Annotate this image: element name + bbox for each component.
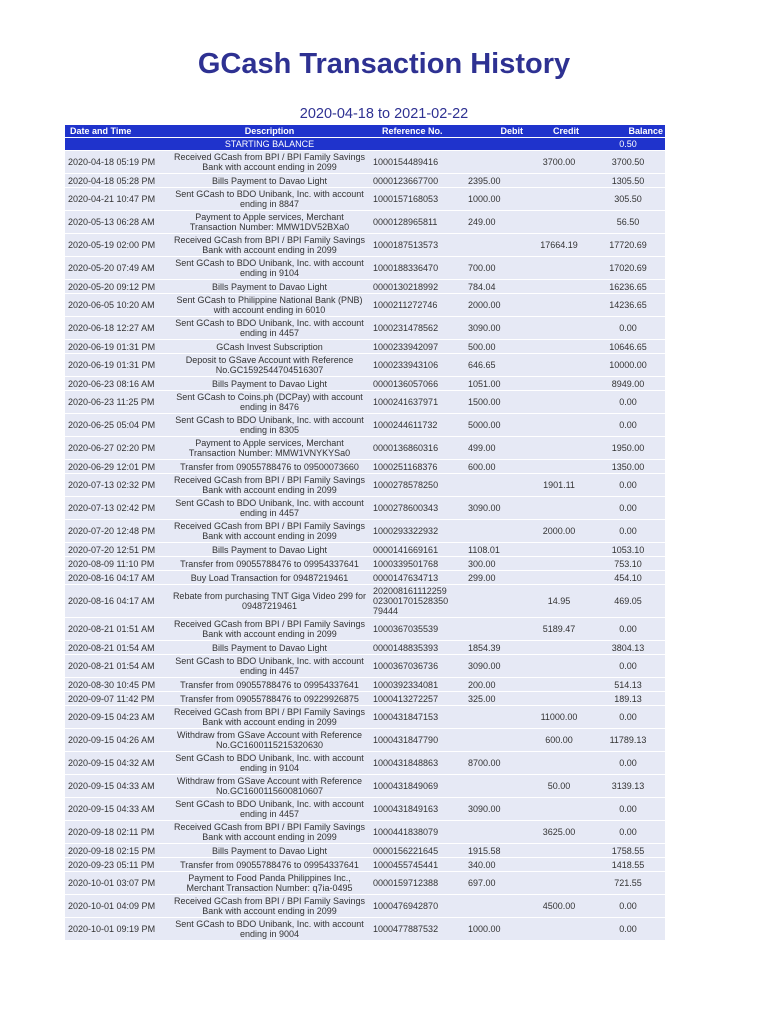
cell-reference: 1000339501768 xyxy=(370,557,465,570)
cell-debit: 340.00 xyxy=(465,858,527,871)
table-row xyxy=(65,557,665,570)
column-header-debit: Debit xyxy=(465,125,527,137)
cell-description: Bills Payment to Davao Light xyxy=(169,844,370,857)
cell-debit: 700.00 xyxy=(465,257,527,279)
cell-balance: 469.05 xyxy=(591,585,665,617)
cell-credit: 5189.47 xyxy=(527,618,591,640)
cell-credit xyxy=(527,497,591,519)
cell-reference: 1000367035539 xyxy=(370,618,465,640)
cell-debit: 2000.00 xyxy=(465,294,527,316)
cell-description: Withdraw from GSave Account with Reference No.GC1600115600810607 xyxy=(169,775,370,797)
cell-date: 2020-07-13 02:42 PM xyxy=(65,497,169,519)
cell-balance: 0.00 xyxy=(591,918,665,940)
cell-reference: 0000156221645 xyxy=(370,844,465,857)
cell-date: 2020-05-20 07:49 AM xyxy=(65,257,169,279)
cell-credit: 17664.19 xyxy=(527,234,591,256)
cell-credit xyxy=(527,280,591,293)
cell-description: Sent GCash to BDO Unibank, Inc. with account ending in 4457 xyxy=(169,798,370,820)
cell-reference: 1000154489416 xyxy=(370,151,465,173)
cell-date: 2020-10-01 09:19 PM xyxy=(65,918,169,940)
table-row xyxy=(65,340,665,353)
cell-credit xyxy=(527,174,591,187)
cell-date: 2020-09-18 02:15 PM xyxy=(65,844,169,857)
cell-debit xyxy=(465,151,527,173)
cell-description: Received GCash from BPI / BPI Family Savings Bank with account ending in 2099 xyxy=(169,151,370,173)
cell-debit: 1854.39 xyxy=(465,641,527,654)
table-row xyxy=(65,543,665,556)
cell-balance: 0.00 xyxy=(591,798,665,820)
cell-debit: 646.65 xyxy=(465,354,527,376)
table-row xyxy=(65,655,665,677)
cell-description: Transfer from 09055788476 to 09229926875 xyxy=(169,692,370,705)
table-row xyxy=(65,474,665,496)
cell-debit: 3090.00 xyxy=(465,655,527,677)
cell-reference: 0000128965811 xyxy=(370,211,465,233)
transaction-table xyxy=(65,124,665,941)
table-row xyxy=(65,918,665,940)
cell-reference: 1000231478562 xyxy=(370,317,465,339)
table-row xyxy=(65,354,665,376)
cell-description: Received GCash from BPI / BPI Family Savings Bank with account ending in 2099 xyxy=(169,706,370,728)
cell-date: 2020-04-18 05:19 PM xyxy=(65,151,169,173)
table-row xyxy=(65,497,665,519)
cell-description: Withdraw from GSave Account with Reference No.GC1600115215320630 xyxy=(169,729,370,751)
cell-credit xyxy=(527,354,591,376)
cell-description: Transfer from 09055788476 to 09954337641 xyxy=(169,557,370,570)
table-row xyxy=(65,151,665,173)
cell-description: Bills Payment to Davao Light xyxy=(169,641,370,654)
cell-reference: 0000159712388 xyxy=(370,872,465,894)
cell-credit: 600.00 xyxy=(527,729,591,751)
column-header-description: Description xyxy=(169,125,370,137)
cell-debit xyxy=(465,821,527,843)
cell-balance: 0.00 xyxy=(591,474,665,496)
cell-description: Bills Payment to Davao Light xyxy=(169,543,370,556)
cell-debit: 2395.00 xyxy=(465,174,527,187)
cell-reference: 0000141669161 xyxy=(370,543,465,556)
cell-date: 2020-08-16 04:17 AM xyxy=(65,571,169,584)
table-row xyxy=(65,257,665,279)
cell-description: Sent GCash to BDO Unibank, Inc. with account ending in 4457 xyxy=(169,497,370,519)
cell-reference: 1000431847790 xyxy=(370,729,465,751)
column-header-date: Date and Time xyxy=(65,125,169,137)
table-row xyxy=(65,377,665,390)
cell-date: 2020-05-19 02:00 PM xyxy=(65,234,169,256)
cell-description: Received GCash from BPI / BPI Family Savings Bank with account ending in 2099 xyxy=(169,234,370,256)
cell-debit: 1000.00 xyxy=(465,188,527,210)
cell-credit: 3625.00 xyxy=(527,821,591,843)
cell-description: Bills Payment to Davao Light xyxy=(169,174,370,187)
cell-balance: 3804.13 xyxy=(591,641,665,654)
starting-balance-value: 0.50 xyxy=(591,138,665,150)
cell-credit xyxy=(527,211,591,233)
cell-debit xyxy=(465,706,527,728)
cell-reference: 1000233943106 xyxy=(370,354,465,376)
cell-debit xyxy=(465,585,527,617)
cell-balance: 1305.50 xyxy=(591,174,665,187)
cell-balance: 454.10 xyxy=(591,571,665,584)
cell-reference: 0000136057066 xyxy=(370,377,465,390)
cell-reference: 1000431847153 xyxy=(370,706,465,728)
cell-date: 2020-06-05 10:20 AM xyxy=(65,294,169,316)
cell-date: 2020-08-16 04:17 AM xyxy=(65,585,169,617)
cell-description: Transfer from 09055788476 to 09954337641 xyxy=(169,858,370,871)
cell-reference: 1000455745441 xyxy=(370,858,465,871)
cell-description: Received GCash from BPI / BPI Family Savings Bank with account ending in 2099 xyxy=(169,895,370,917)
cell-description: Bills Payment to Davao Light xyxy=(169,280,370,293)
table-row xyxy=(65,460,665,473)
cell-balance: 10646.65 xyxy=(591,340,665,353)
cell-credit xyxy=(527,317,591,339)
cell-debit: 3090.00 xyxy=(465,317,527,339)
table-row xyxy=(65,520,665,542)
cell-date: 2020-09-15 04:23 AM xyxy=(65,706,169,728)
table-row xyxy=(65,391,665,413)
cell-credit xyxy=(527,752,591,774)
cell-balance: 1053.10 xyxy=(591,543,665,556)
table-row xyxy=(65,641,665,654)
cell-description: Received GCash from BPI / BPI Family Savings Bank with account ending in 2099 xyxy=(169,520,370,542)
cell-debit: 1000.00 xyxy=(465,918,527,940)
cell-debit: 600.00 xyxy=(465,460,527,473)
cell-credit xyxy=(527,571,591,584)
cell-balance: 0.00 xyxy=(591,706,665,728)
cell-reference: 1000211272746 xyxy=(370,294,465,316)
cell-balance: 0.00 xyxy=(591,414,665,436)
cell-credit: 4500.00 xyxy=(527,895,591,917)
cell-reference: 1000233942097 xyxy=(370,340,465,353)
cell-balance: 14236.65 xyxy=(591,294,665,316)
cell-credit: 50.00 xyxy=(527,775,591,797)
cell-credit xyxy=(527,918,591,940)
cell-balance: 305.50 xyxy=(591,188,665,210)
cell-balance: 10000.00 xyxy=(591,354,665,376)
cell-reference: 1000413272257 xyxy=(370,692,465,705)
cell-date: 2020-09-15 04:26 AM xyxy=(65,729,169,751)
cell-reference: 1000188336470 xyxy=(370,257,465,279)
cell-reference: 1000187513573 xyxy=(370,234,465,256)
cell-balance: 16236.65 xyxy=(591,280,665,293)
cell-credit xyxy=(527,641,591,654)
cell-reference: 1000251168376 xyxy=(370,460,465,473)
cell-description: Sent GCash to BDO Unibank, Inc. with account ending in 8847 xyxy=(169,188,370,210)
cell-date: 2020-09-07 11:42 PM xyxy=(65,692,169,705)
cell-debit: 300.00 xyxy=(465,557,527,570)
cell-credit: 1901.11 xyxy=(527,474,591,496)
table-row xyxy=(65,571,665,584)
cell-date: 2020-09-15 04:33 AM xyxy=(65,798,169,820)
column-header-credit: Credit xyxy=(527,125,591,137)
cell-date: 2020-08-21 01:51 AM xyxy=(65,618,169,640)
cell-credit xyxy=(527,872,591,894)
cell-balance: 0.00 xyxy=(591,317,665,339)
cell-credit: 11000.00 xyxy=(527,706,591,728)
cell-balance: 1950.00 xyxy=(591,437,665,459)
cell-reference: 1000278600343 xyxy=(370,497,465,519)
cell-debit: 1051.00 xyxy=(465,377,527,390)
cell-description: Buy Load Transaction for 09487219461 xyxy=(169,571,370,584)
cell-date: 2020-09-15 04:33 AM xyxy=(65,775,169,797)
cell-debit: 697.00 xyxy=(465,872,527,894)
cell-credit xyxy=(527,798,591,820)
cell-description: Sent GCash to Coins.ph (DCPay) with account ending in 8476 xyxy=(169,391,370,413)
cell-balance: 11789.13 xyxy=(591,729,665,751)
cell-credit xyxy=(527,188,591,210)
cell-balance: 1418.55 xyxy=(591,858,665,871)
cell-credit: 3700.00 xyxy=(527,151,591,173)
cell-debit xyxy=(465,618,527,640)
table-row xyxy=(65,618,665,640)
cell-credit: 2000.00 xyxy=(527,520,591,542)
cell-credit xyxy=(527,414,591,436)
cell-balance: 189.13 xyxy=(591,692,665,705)
cell-debit: 325.00 xyxy=(465,692,527,705)
cell-description: Transfer from 09055788476 to 09500073660 xyxy=(169,460,370,473)
cell-debit: 8700.00 xyxy=(465,752,527,774)
table-row xyxy=(65,188,665,210)
table-row xyxy=(65,585,665,617)
column-header-balance: Balance xyxy=(591,125,665,137)
date-range: 2020-04-18 to 2021-02-22 xyxy=(299,106,469,122)
cell-reference: 1000431849069 xyxy=(370,775,465,797)
cell-reference: 0000130218992 xyxy=(370,280,465,293)
cell-balance: 56.50 xyxy=(591,211,665,233)
cell-description: Rebate from purchasing TNT Giga Video 299 for 09487219461 xyxy=(169,585,370,617)
cell-debit: 1500.00 xyxy=(465,391,527,413)
cell-description: Deposit to GSave Account with Reference No.GC1592544704516307 xyxy=(169,354,370,376)
cell-date: 2020-04-18 05:28 PM xyxy=(65,174,169,187)
cell-description: Payment to Apple services, Merchant Transaction Number: MMW1DV52BXa0 xyxy=(169,211,370,233)
cell-balance: 0.00 xyxy=(591,618,665,640)
cell-date: 2020-06-23 11:25 PM xyxy=(65,391,169,413)
cell-credit xyxy=(527,543,591,556)
table-row xyxy=(65,872,665,894)
cell-date: 2020-09-23 05:11 PM xyxy=(65,858,169,871)
cell-date: 2020-06-19 01:31 PM xyxy=(65,354,169,376)
cell-date: 2020-05-20 09:12 PM xyxy=(65,280,169,293)
cell-date: 2020-10-01 03:07 PM xyxy=(65,872,169,894)
cell-reference: 1000293322932 xyxy=(370,520,465,542)
cell-description: Payment to Food Panda Philippines Inc., Merchant Transaction Number: q7ia-0495 xyxy=(169,872,370,894)
cell-reference: 1000431849163 xyxy=(370,798,465,820)
cell-credit xyxy=(527,692,591,705)
cell-credit xyxy=(527,437,591,459)
cell-date: 2020-06-23 08:16 AM xyxy=(65,377,169,390)
cell-balance: 17720.69 xyxy=(591,234,665,256)
table-row xyxy=(65,775,665,797)
cell-credit xyxy=(527,557,591,570)
cell-description: Sent GCash to BDO Unibank, Inc. with account ending in 9004 xyxy=(169,918,370,940)
cell-balance: 0.00 xyxy=(591,752,665,774)
cell-reference: 1000392334081 xyxy=(370,678,465,691)
cell-date: 2020-06-27 02:20 PM xyxy=(65,437,169,459)
cell-description: Received GCash from BPI / BPI Family Savings Bank with account ending in 2099 xyxy=(169,474,370,496)
cell-credit xyxy=(527,844,591,857)
cell-date: 2020-06-29 12:01 PM xyxy=(65,460,169,473)
cell-reference: 1000431848863 xyxy=(370,752,465,774)
cell-date: 2020-06-18 12:27 AM xyxy=(65,317,169,339)
cell-date: 2020-07-20 12:48 PM xyxy=(65,520,169,542)
cell-description: Payment to Apple services, Merchant Transaction Number: MMW1VNYKYSa0 xyxy=(169,437,370,459)
cell-debit: 200.00 xyxy=(465,678,527,691)
table-row xyxy=(65,692,665,705)
cell-date: 2020-06-19 01:31 PM xyxy=(65,340,169,353)
cell-description: Received GCash from BPI / BPI Family Savings Bank with account ending in 2099 xyxy=(169,618,370,640)
cell-date: 2020-04-21 10:47 PM xyxy=(65,188,169,210)
cell-date: 2020-08-30 10:45 PM xyxy=(65,678,169,691)
cell-description: Sent GCash to BDO Unibank, Inc. with account ending in 4457 xyxy=(169,317,370,339)
cell-balance: 0.00 xyxy=(591,655,665,677)
cell-reference: 1000476942870 xyxy=(370,895,465,917)
cell-date: 2020-06-25 05:04 PM xyxy=(65,414,169,436)
cell-balance: 8949.00 xyxy=(591,377,665,390)
table-row xyxy=(65,280,665,293)
cell-reference: 0000147634713 xyxy=(370,571,465,584)
cell-credit xyxy=(527,391,591,413)
cell-credit xyxy=(527,678,591,691)
cell-balance: 514.13 xyxy=(591,678,665,691)
table-header-row xyxy=(65,125,665,137)
cell-balance: 17020.69 xyxy=(591,257,665,279)
table-row xyxy=(65,844,665,857)
table-row xyxy=(65,234,665,256)
cell-reference: 0000148835393 xyxy=(370,641,465,654)
cell-debit: 299.00 xyxy=(465,571,527,584)
cell-credit: 14.95 xyxy=(527,585,591,617)
cell-balance: 3139.13 xyxy=(591,775,665,797)
column-header-reference: Reference No. xyxy=(370,125,465,137)
cell-debit: 3090.00 xyxy=(465,798,527,820)
cell-date: 2020-08-21 01:54 AM xyxy=(65,641,169,654)
table-row xyxy=(65,821,665,843)
cell-reference: 1000278578250 xyxy=(370,474,465,496)
cell-date: 2020-09-15 04:32 AM xyxy=(65,752,169,774)
table-row xyxy=(65,317,665,339)
cell-date: 2020-08-09 11:10 PM xyxy=(65,557,169,570)
cell-credit xyxy=(527,294,591,316)
cell-date: 2020-10-01 04:09 PM xyxy=(65,895,169,917)
cell-reference: 0000136860316 xyxy=(370,437,465,459)
cell-debit: 1108.01 xyxy=(465,543,527,556)
cell-date: 2020-08-21 01:54 AM xyxy=(65,655,169,677)
cell-debit xyxy=(465,474,527,496)
cell-date: 2020-07-13 02:32 PM xyxy=(65,474,169,496)
table-row xyxy=(65,895,665,917)
cell-description: Sent GCash to BDO Unibank, Inc. with account ending in 4457 xyxy=(169,655,370,677)
cell-balance: 3700.50 xyxy=(591,151,665,173)
table-row xyxy=(65,678,665,691)
cell-debit xyxy=(465,895,527,917)
cell-balance: 1758.55 xyxy=(591,844,665,857)
cell-date: 2020-07-20 12:51 PM xyxy=(65,543,169,556)
cell-description: Sent GCash to BDO Unibank, Inc. with account ending in 9104 xyxy=(169,257,370,279)
cell-reference: 0000123667700 xyxy=(370,174,465,187)
table-row xyxy=(65,437,665,459)
cell-reference: 1000157168053 xyxy=(370,188,465,210)
table-row xyxy=(65,294,665,316)
cell-debit: 249.00 xyxy=(465,211,527,233)
cell-reference: 202008161112259 023001701528350 79444 xyxy=(370,585,465,617)
starting-balance-label: STARTING BALANCE xyxy=(169,138,370,150)
cell-credit xyxy=(527,460,591,473)
cell-reference: 1000441838079 xyxy=(370,821,465,843)
cell-debit: 499.00 xyxy=(465,437,527,459)
cell-credit xyxy=(527,340,591,353)
table-row xyxy=(65,414,665,436)
page-title: GCash Transaction History xyxy=(197,48,571,80)
cell-description: Received GCash from BPI / BPI Family Savings Bank with account ending in 2099 xyxy=(169,821,370,843)
cell-balance: 721.55 xyxy=(591,872,665,894)
cell-debit xyxy=(465,729,527,751)
starting-balance-row xyxy=(65,138,665,150)
cell-balance: 0.00 xyxy=(591,520,665,542)
cell-reference: 1000244611732 xyxy=(370,414,465,436)
cell-description: Sent GCash to BDO Unibank, Inc. with account ending in 9104 xyxy=(169,752,370,774)
cell-date: 2020-05-13 06:28 AM xyxy=(65,211,169,233)
cell-balance: 0.00 xyxy=(591,391,665,413)
cell-reference: 1000477887532 xyxy=(370,918,465,940)
cell-debit: 5000.00 xyxy=(465,414,527,436)
cell-reference: 1000367036736 xyxy=(370,655,465,677)
cell-credit xyxy=(527,257,591,279)
cell-balance: 1350.00 xyxy=(591,460,665,473)
cell-description: Bills Payment to Davao Light xyxy=(169,377,370,390)
table-row xyxy=(65,858,665,871)
cell-credit xyxy=(527,377,591,390)
cell-debit: 3090.00 xyxy=(465,497,527,519)
table-row xyxy=(65,174,665,187)
cell-description: Sent GCash to BDO Unibank, Inc. with account ending in 8305 xyxy=(169,414,370,436)
cell-debit: 1915.58 xyxy=(465,844,527,857)
cell-balance: 0.00 xyxy=(591,497,665,519)
cell-reference: 1000241637971 xyxy=(370,391,465,413)
cell-date: 2020-09-18 02:11 PM xyxy=(65,821,169,843)
cell-debit: 500.00 xyxy=(465,340,527,353)
cell-debit xyxy=(465,775,527,797)
cell-debit xyxy=(465,520,527,542)
table-row xyxy=(65,211,665,233)
cell-description: Transfer from 09055788476 to 09954337641 xyxy=(169,678,370,691)
table-row xyxy=(65,706,665,728)
cell-credit xyxy=(527,655,591,677)
cell-credit xyxy=(527,858,591,871)
cell-balance: 0.00 xyxy=(591,895,665,917)
cell-debit: 784.04 xyxy=(465,280,527,293)
cell-debit xyxy=(465,234,527,256)
table-row xyxy=(65,729,665,751)
cell-balance: 753.10 xyxy=(591,557,665,570)
table-row xyxy=(65,798,665,820)
table-row xyxy=(65,752,665,774)
cell-description: Sent GCash to Philippine National Bank (PNB) with account ending in 6010 xyxy=(169,294,370,316)
cell-balance: 0.00 xyxy=(591,821,665,843)
cell-description: GCash Invest Subscription xyxy=(169,340,370,353)
